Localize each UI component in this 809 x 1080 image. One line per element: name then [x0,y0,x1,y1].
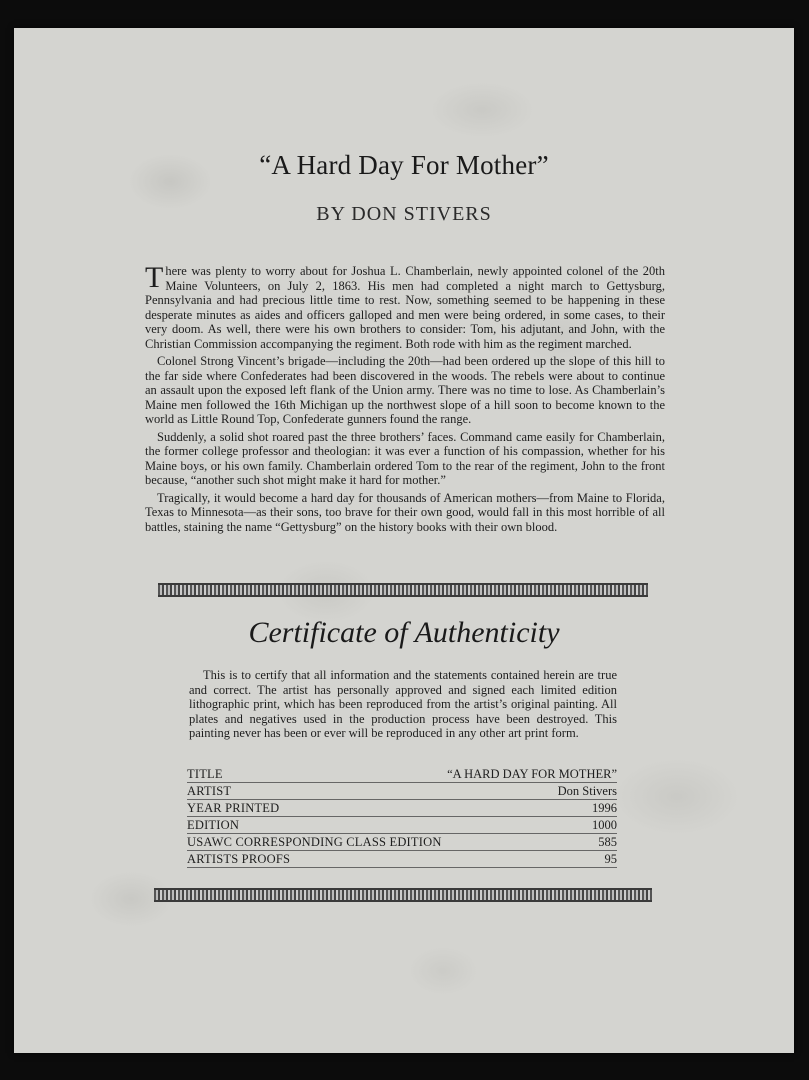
certificate-heading: Certificate of Authenticity [248,616,560,649]
ornamental-divider [158,583,648,597]
document-byline: BY DON STIVERS [316,203,492,225]
story-paragraph: There was plenty to worry about for Joshua L. Chamberlain, newly appointed colonel of the 20th Maine Volunteers, on July 2, 1863. His men had completed a night march to Gettysburg, Pennsylvania and had precious little time to rest. Now, something seemed to be happening in these desperate minutes as aides and officers galloped and men were being ordered, in some cases, to their very doom. As well, there were his own brothers to consider: Tom, his adjutant, and John, with the Christian Commission accompanying the regiment. Both rode with him as the regiment marched. [145,261,665,351]
info-label: EDITION [187,818,240,832]
info-row-artists-proofs [187,851,617,868]
info-value: Don Stivers [557,784,617,798]
info-label: YEAR PRINTED [187,801,280,815]
info-label: ARTIST [187,784,232,798]
info-value: 1996 [592,801,617,815]
info-value: 1000 [592,818,617,832]
story-paragraph: Tragically, it would become a hard day for thousands of American mothers—from Maine to Florida, Texas to Minnesota—as their sons, too brave for their own good, would fall in this most horrible of all battles, staining the name “Gettysburg” on the history books with their own blood. [145,490,665,534]
info-row-class-edition [187,834,617,851]
ornamental-divider [154,888,652,902]
info-label: TITLE [187,767,223,781]
info-row-artist [187,783,617,800]
info-value: “A HARD DAY FOR MOTHER” [447,767,617,781]
info-row-year-printed [187,800,617,817]
info-row-title [187,766,617,783]
info-value: 585 [598,835,617,849]
info-row-edition [187,817,617,834]
story-paragraph: Colonel Strong Vincent’s brigade—including the 20th—had been ordered up the slope of this hill to the far side where Confederates had been discovered in the woods. The rebels were about to continue an assault upon the exposed left flank of the Union army. There was no time to lose. As Chamberlain’s Maine men followed the 16th Michigan up the northwest slope of a hill soon to become known to the world as Little Round Top, Confederate gunners found the range. [145,354,665,426]
certificate-statement: This is to certify that all information and the statements contained herein are true and correct. The artist has personally approved and signed each limited edition lithographic print, which has been reproduced from the artist’s original painting. All plates and negatives used in the production process have been destroyed. This painting never has been or ever will be reproduced in any other art print form. [189,668,617,740]
info-label: USAWC CORRESPONDING CLASS EDITION [187,835,442,849]
certificate-paper [14,28,794,1053]
story-paragraph: Suddenly, a solid shot roared past the three brothers’ faces. Command came easily for Chamberlain, the former college professor and theologian: it was ever a function of his compassion, whether for his Maine boys, or his own family. Chamberlain ordered Tom to the rear of the regiment, John to the front because, “another such shot might make it hard for mother.” [145,429,665,487]
drop-cap: T [145,261,164,294]
document-title: “A Hard Day For Mother” [259,150,549,180]
info-label: ARTISTS PROOFS [187,852,291,866]
info-value: 95 [604,852,617,866]
print-info-table [187,766,617,868]
story-text [145,261,665,537]
